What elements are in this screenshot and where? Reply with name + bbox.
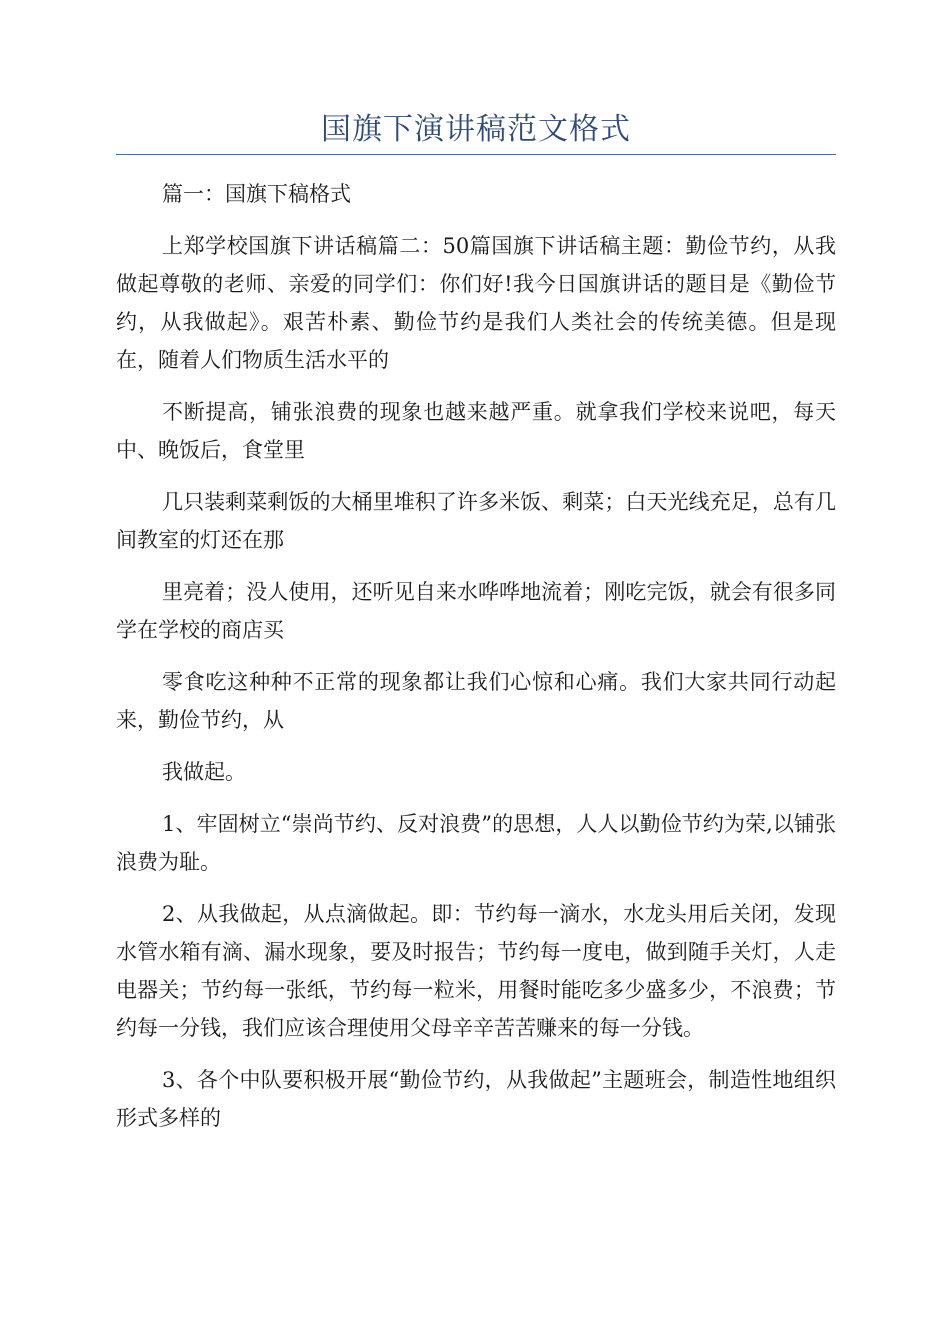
paragraph-7: 我做起。 (162, 760, 246, 784)
paragraph-4: 几只装剩菜剩饭的大桶里堆积了许多米饭、剩菜；白天光线充足，总有几间教室的灯还在那 (116, 490, 836, 552)
paragraph-3: 不断提高，铺张浪费的现象也越来越严重。就拿我们学校来说吧，每天中、晚饭后，食堂里 (116, 400, 836, 462)
document-page (116, 0, 836, 1344)
paragraph-5: 里亮着；没人使用，还听见自来水哗哗地流着；刚吃完饭，就会有很多同学在学校的商店买 (116, 580, 836, 642)
document-title: 国旗下演讲稿范文格式 (321, 112, 631, 147)
document-body (116, 175, 836, 1151)
paragraph-6: 零食吃这种种不正常的现象都让我们心惊和心痛。我们大家共同行动起来，勤俭节约，从 (116, 670, 836, 732)
paragraph-1: 篇一：国旗下稿格式 (162, 182, 351, 206)
paragraph-2: 上郑学校国旗下讲话稿篇二：50篇国旗下讲话稿主题：勤俭节约，从我做起尊敬的老师、亲爱的同学们：你们好!我今日国旗讲话的题目是《勤俭节约，从我做起》。艰苦朴素、勤俭节约是我们人类社会的传统美德。但是现在，随着人们物质生活水平的 (116, 234, 836, 372)
paragraph-8: 1、牢固树立“崇尚节约、反对浪费”的思想，人人以勤俭节约为荣,以铺张浪费为耻。 (116, 812, 836, 874)
paragraph-10: 3、各个中队要积极开展“勤俭节约，从我做起”主题班会，制造性地组织形式多样的 (116, 1068, 836, 1130)
paragraph-9: 2、从我做起，从点滴做起。即：节约每一滴水，水龙头用后关闭，发现水管水箱有滴、漏水现象，要及时报告；节约每一度电，做到随手关灯，人走电器关；节约每一张纸，节约每一粒米，用餐时能吃多少盛多少，不浪费；节约每一分钱，我们应该合理使用父母辛辛苦苦赚来的每一分钱。 (116, 902, 836, 1040)
title-underline (116, 154, 836, 155)
